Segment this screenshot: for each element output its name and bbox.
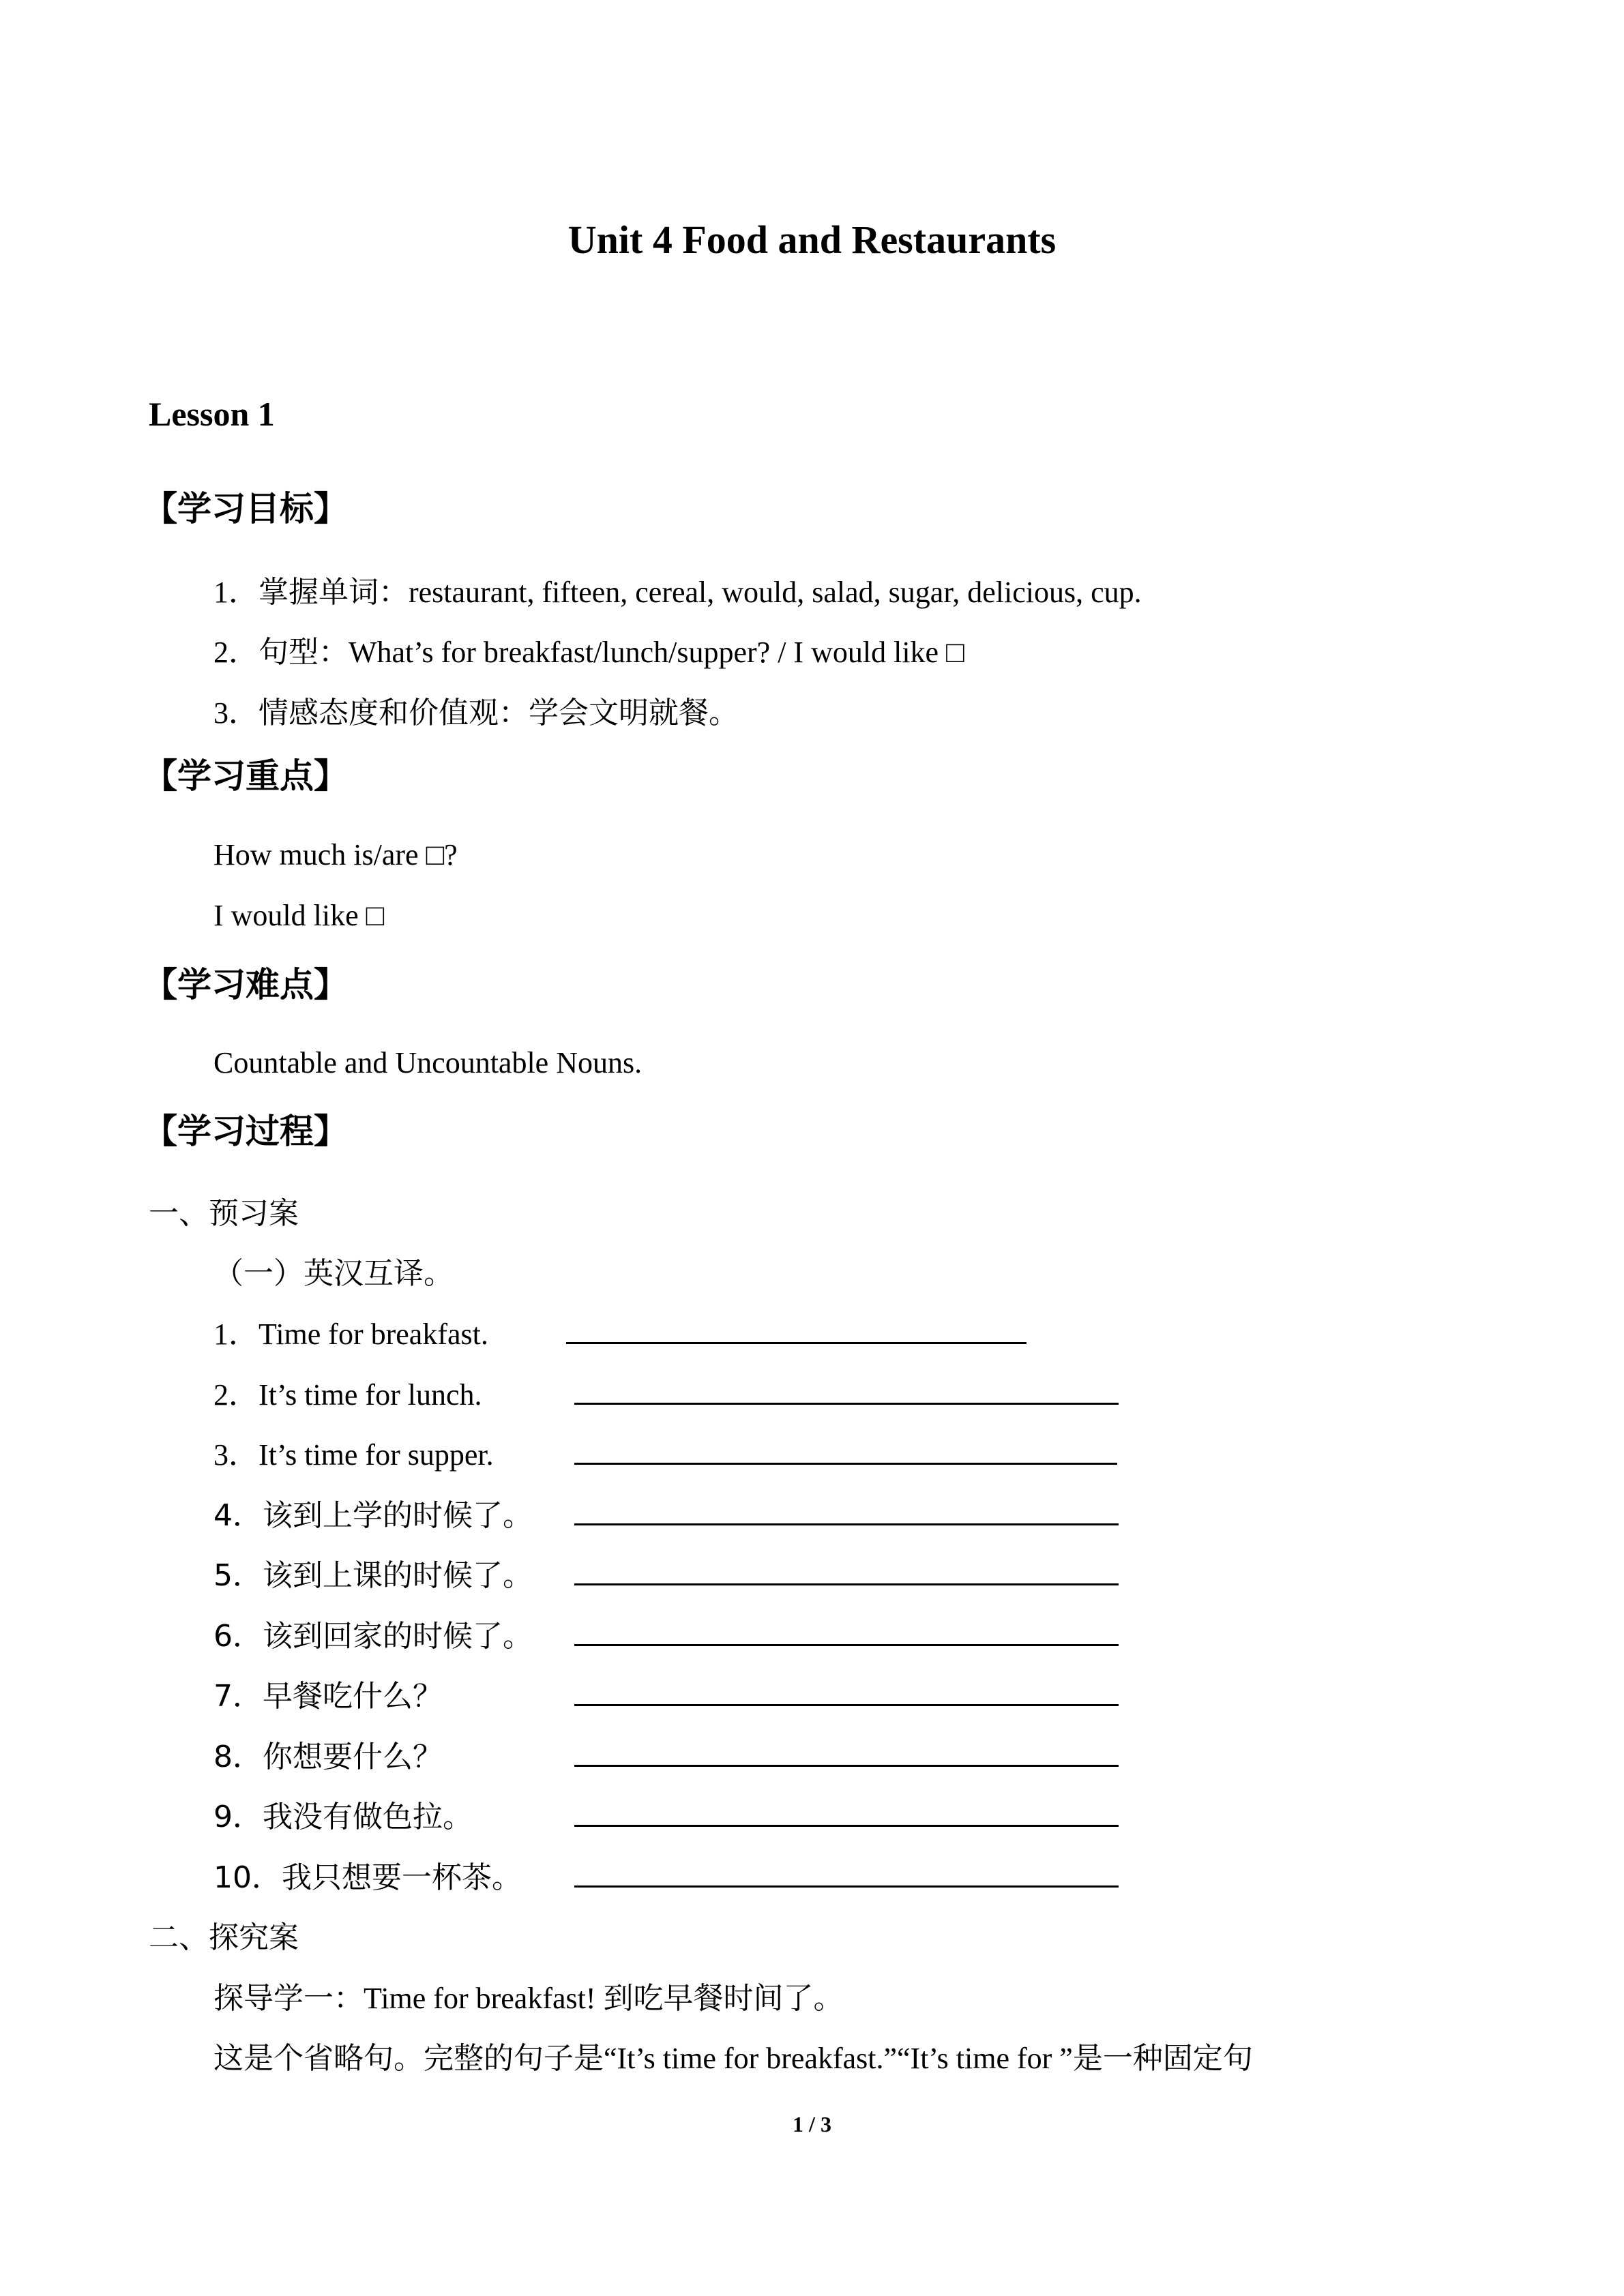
- explore-note: 这是个省略句。完整的句子是“It’s time for breakfast.”“It’s time for ”是一种固定句: [213, 2042, 1253, 2075]
- answer-blank[interactable]: [574, 1403, 1119, 1405]
- answer-blank[interactable]: [574, 1644, 1119, 1646]
- section-process: 【学习过程】: [143, 1112, 348, 1151]
- objective-item: 2．句型：What’s for breakfast/lunch/supper? / I would like □: [213, 636, 964, 669]
- lesson-heading: Lesson 1: [149, 395, 275, 433]
- translation-item: 5．该到上课的时候了。: [213, 1558, 533, 1593]
- key-point-item: I would like □: [213, 899, 385, 932]
- translation-item: 10．我只想要一杯茶。: [213, 1860, 522, 1895]
- objective-item: 1．掌握单词：restaurant, fifteen, cereal, would, salad, sugar, delicious, cup.: [213, 576, 1142, 609]
- section-objectives: 【学习目标】: [143, 489, 348, 528]
- answer-blank[interactable]: [574, 1765, 1119, 1767]
- section-difficulties: 【学习难点】: [143, 965, 348, 1004]
- translation-item: 1．Time for breakfast.: [213, 1317, 488, 1351]
- section-key-points: 【学习重点】: [143, 756, 348, 796]
- answer-blank[interactable]: [566, 1342, 1027, 1344]
- explore-guide: 探导学一：Time for breakfast! 到吃早餐时间了。: [213, 1982, 844, 2015]
- translation-item: 3．It’s time for supper.: [213, 1438, 494, 1472]
- translation-item: 8．你想要什么？: [213, 1740, 443, 1774]
- translation-item: 7．早餐吃什么？: [213, 1679, 443, 1714]
- key-point-item: How much is/are □?: [213, 838, 458, 871]
- preview-subheading: （一）英汉互译。: [213, 1256, 454, 1291]
- preview-heading: 一、预习案: [149, 1196, 299, 1231]
- explore-heading: 二、探究案: [149, 1920, 299, 1955]
- answer-blank[interactable]: [574, 1583, 1119, 1585]
- objective-item: 3．情感态度和价值观：学会文明就餐。: [213, 696, 739, 730]
- page-number: 1 / 3: [793, 2112, 831, 2136]
- translation-item: 9．我没有做色拉。: [213, 1800, 473, 1834]
- document-title: Unit 4 Food and Restaurants: [567, 218, 1057, 262]
- answer-blank[interactable]: [574, 1704, 1119, 1706]
- difficulty-item: Countable and Uncountable Nouns.: [213, 1046, 643, 1079]
- answer-blank[interactable]: [574, 1463, 1117, 1465]
- translation-item: 2．It’s time for lunch.: [213, 1378, 482, 1412]
- translation-item: 6．该到回家的时候了。: [213, 1619, 533, 1654]
- answer-blank[interactable]: [574, 1885, 1119, 1888]
- answer-blank[interactable]: [574, 1825, 1119, 1827]
- translation-item: 4．该到上学的时候了。: [213, 1498, 533, 1533]
- answer-blank[interactable]: [574, 1523, 1119, 1525]
